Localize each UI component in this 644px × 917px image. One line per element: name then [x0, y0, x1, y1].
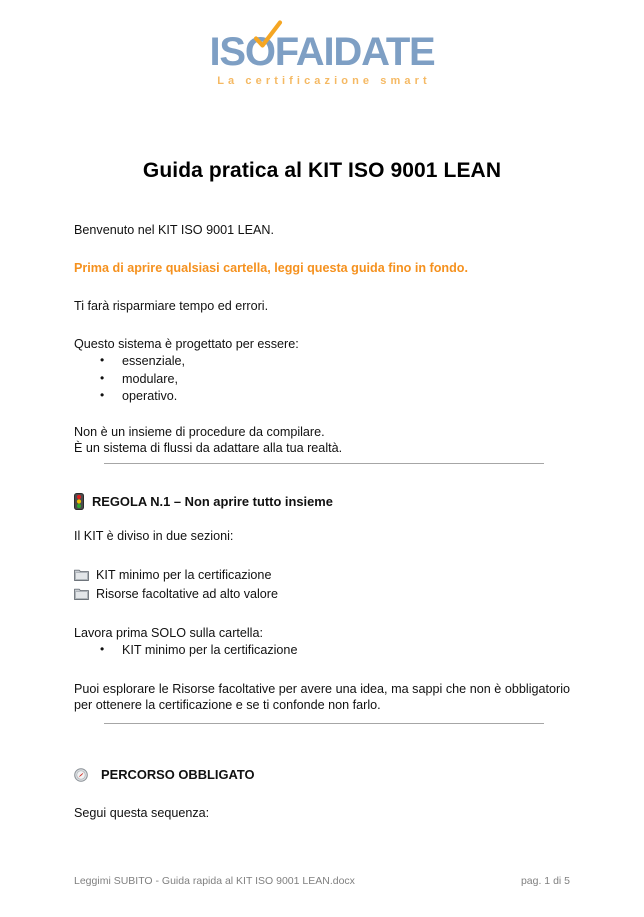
section-divider — [104, 463, 544, 464]
logo-wordmark — [209, 32, 434, 72]
footer-page-number: pag. 1 di 5 — [520, 875, 570, 887]
footer-file-name: Leggimi SUBITO - Guida rapida al KIT ISO 9001 LEAN.docx — [74, 875, 355, 887]
path-intro-text: Segui questa sequenza: — [74, 806, 210, 820]
rule-heading — [74, 493, 570, 510]
not-a-set-text: Non è un insieme di procedure da compilare. — [74, 424, 325, 439]
is-a-system-text: È un sistema di flussi da adattare alla tua realtà. — [74, 440, 343, 455]
logo-letter-o — [245, 32, 275, 72]
work-first-list — [74, 642, 570, 660]
spacer — [74, 314, 570, 336]
spacer — [74, 238, 570, 260]
spacer — [74, 603, 570, 625]
benefit-text: Ti farà risparmiare tempo ed errori. — [74, 299, 269, 313]
traffic-light-icon — [74, 493, 84, 510]
spacer — [74, 406, 570, 424]
company-logo — [0, 32, 644, 88]
folder-item — [74, 585, 570, 603]
designed-intro-text: Questo sistema è progettato per essere: — [74, 337, 299, 351]
list-item: • essenziale, — [100, 353, 570, 371]
page-title: Guida pratica al KIT ISO 9001 LEAN — [142, 159, 502, 183]
folder-item — [74, 566, 570, 584]
spacer — [74, 510, 570, 528]
logo-text-faidate: FAIDATE — [274, 30, 435, 74]
rule-intro-text: Il KIT è diviso in due sezioni: — [74, 528, 234, 543]
logo-text-is: IS — [209, 30, 245, 74]
folder-label: KIT minimo per la certificazione — [96, 567, 272, 582]
warning-text: Prima di aprire qualsiasi cartella, leggi questa guida fino in fondo. — [74, 261, 468, 275]
section-divider — [104, 723, 544, 724]
spacer — [74, 783, 570, 805]
spacer — [74, 276, 570, 298]
spacer — [74, 544, 570, 566]
spacer — [74, 713, 570, 766]
rule-heading-label: REGOLA N.1 – Non aprire tutto insieme — [92, 493, 333, 509]
explore-note-text: Puoi esplorare le Risorse facoltative per avere una idea, ma sappi che non è obbligatorio per ottenere la certificazione e se ti confonde non farlo. — [74, 682, 570, 712]
spacer — [74, 456, 570, 493]
path-heading — [74, 766, 570, 783]
spacer — [74, 659, 570, 681]
folder-icon — [74, 568, 89, 581]
list-item: • modulare, — [100, 371, 570, 389]
folder-icon — [74, 587, 89, 600]
logo-tagline: La certificazione smart — [217, 75, 431, 87]
list-item: • KIT minimo per la certificazione — [100, 642, 570, 660]
logo-text-o: O — [244, 30, 275, 74]
work-first-text: Lavora prima SOLO sulla cartella: — [74, 625, 263, 640]
document-body — [74, 222, 570, 821]
page-footer — [74, 874, 570, 888]
welcome-text: Benvenuto nel KIT ISO 9001 LEAN. — [74, 223, 274, 237]
folder-label: Risorse facoltative ad alto valore — [96, 586, 279, 601]
list-item: • operativo. — [100, 388, 570, 406]
path-heading-label: PERCORSO OBBLIGATO — [101, 767, 255, 782]
compass-icon — [74, 768, 93, 782]
designed-list — [74, 353, 570, 406]
